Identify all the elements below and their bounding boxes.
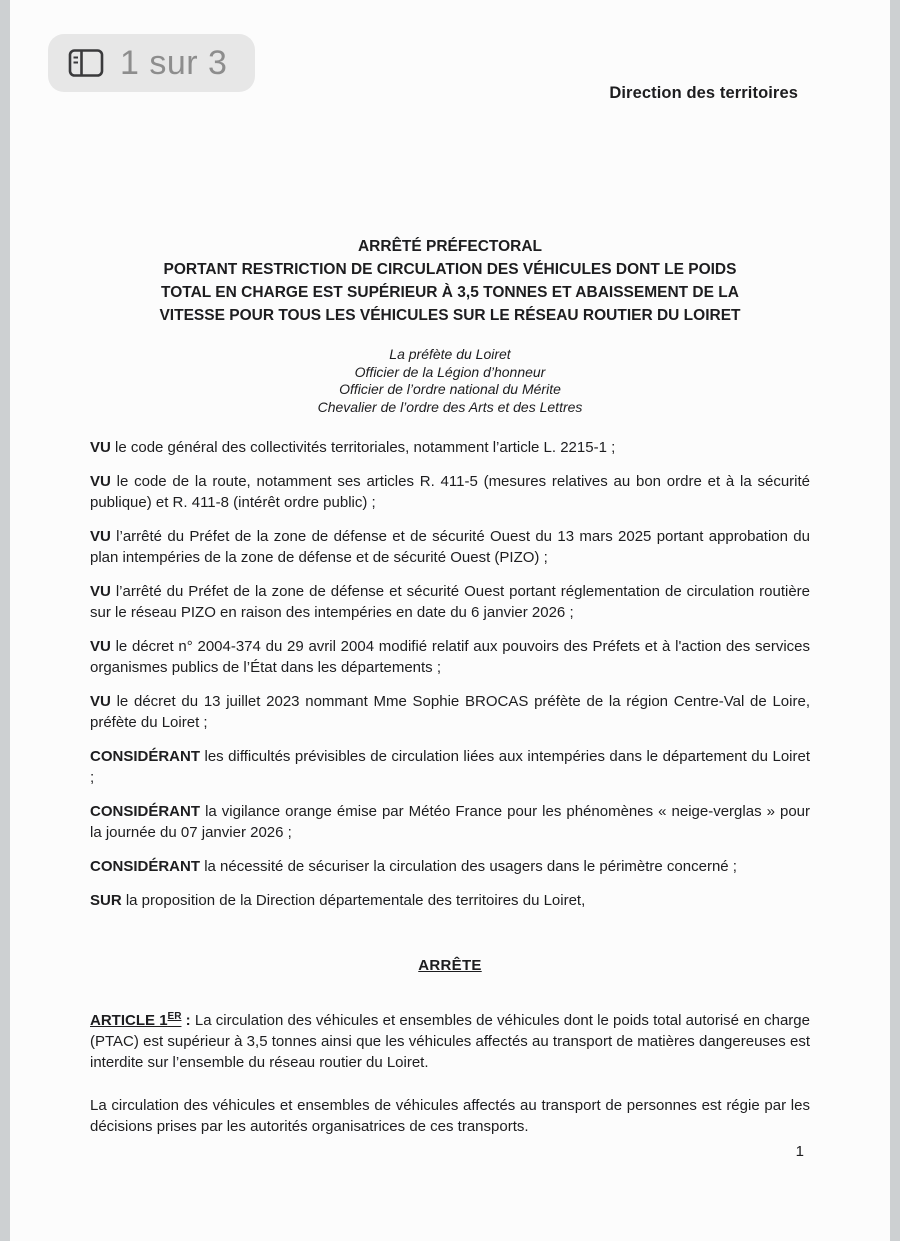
recital-paragraph (90, 856, 810, 877)
recital-paragraph (90, 890, 810, 911)
authority-line: Officier de la Légion d’honneur (354, 363, 546, 380)
page-indicator-badge[interactable] (48, 34, 255, 92)
decision-paragraph: La circulation des véhicules et ensembles de véhicules affectés au transport de personnes est régie par les décisions prises par les autorités organisatrices de ces transports. (90, 1097, 810, 1135)
pages-icon (68, 47, 104, 79)
doc-title-line: ARRÊTÉ PRÉFECTORAL (357, 238, 542, 255)
recital-lead: SUR (90, 892, 122, 909)
recital-text: le code de la route, notamment ses articles R. 411-5 (mesures relatives au bon ordre et à la sécurité publique) et R. 411-8 (intérêt ordre public) ; (90, 473, 811, 511)
article-1-text: La circulation des véhicules et ensembles de véhicules dont le poids total autorisé en charge (PTAC) est supérieur à 3,5 tonnes ainsi que les véhicules affectés au transport de matières dangereuses est interdite sur l’ensemble du réseau routier du Loiret. (90, 1012, 810, 1071)
recital-text: la nécessité de sécuriser la circulation des usagers dans le périmètre concerné ; (204, 858, 737, 875)
article-1-label: ARTICLE 1ER (90, 1011, 182, 1029)
recital-text: le décret du 13 juillet 2023 nommant Mme Sophie BROCAS préfète de la région Centre-Val de Loire, préfète du Loiret ; (90, 693, 810, 731)
recital-lead: CONSIDÉRANT (90, 858, 201, 875)
doc-title-line: VITESSE POUR TOUS LES VÉHICULES SUR LE RÉSEAU ROUTIER DU LOIRET (159, 307, 741, 324)
recital-paragraph (90, 471, 810, 513)
recital-lead: CONSIDÉRANT (90, 748, 201, 765)
authority-line: Officier de l’ordre national du Mérite (339, 381, 561, 397)
recital-lead: VU (90, 583, 111, 600)
recital-paragraph (90, 437, 810, 458)
recital-lead: VU (90, 528, 111, 545)
page-indicator-label: 1 sur 3 (120, 44, 228, 82)
recital-paragraph (90, 801, 810, 843)
recital-paragraph (90, 746, 810, 788)
article-1-paragraph (90, 1006, 810, 1073)
authority-block (10, 346, 890, 416)
recital-text: l’arrêté du Préfet de la zone de défense et sécurité Ouest portant réglementation de circulation routière sur le réseau PIZO en raison des intempéries en date du 6 janvier 2026 ; (90, 583, 810, 621)
recital-text: la proposition de la Direction départementale des territoires du Loiret, (125, 892, 586, 909)
document-title (10, 235, 890, 327)
recital-text: le code général des collectivités territoriales, notamment l’article L. 2215-1 ; (115, 439, 616, 456)
recital-paragraph (90, 691, 810, 733)
page-number: 1 (795, 1143, 804, 1160)
doc-title-line: PORTANT RESTRICTION DE CIRCULATION DES VÉHICULES DONT LE POIDS (163, 261, 737, 278)
recital-lead: VU (90, 638, 111, 655)
recital-lead: VU (90, 439, 111, 456)
doc-title-line: TOTAL EN CHARGE EST SUPÉRIEUR À 3,5 TONNES ET ABAISSEMENT DE LA (161, 284, 739, 301)
recital-lead: VU (90, 693, 111, 710)
article-1-separator: : (181, 1012, 191, 1029)
recital-lead: CONSIDÉRANT (90, 803, 201, 820)
authority-line: Chevalier de l’ordre des Arts et des Lettres (317, 398, 583, 415)
recital-paragraph (90, 636, 810, 678)
decision-heading: ARRÊTE (418, 957, 482, 974)
recital-text: la vigilance orange émise par Météo France pour les phénomènes « neige-verglas » pour la journée du 07 janvier 2026 ; (90, 803, 811, 841)
department-title: Direction des territoires (609, 84, 798, 102)
authority-line: La préfète du Loiret (389, 346, 511, 362)
document-page (10, 0, 890, 1241)
document-body (10, 437, 890, 1137)
recital-paragraph (90, 581, 810, 623)
recital-text: les difficultés prévisibles de circulation liées aux intempéries dans le département du Loiret ; (90, 748, 810, 786)
recital-paragraph (90, 526, 810, 568)
recital-lead: VU (90, 473, 111, 490)
recital-text: l’arrêté du Préfet de la zone de défense et de sécurité Ouest du 13 mars 2025 portant approbation du plan intempéries de la zone de défense et de sécurité Ouest (PIZO) ; (90, 528, 810, 566)
recital-text: le décret n° 2004-374 du 29 avril 2004 modifié relatif aux pouvoirs des Préfets et à l'action des services organismes publics de l’État dans les départements ; (90, 638, 810, 676)
